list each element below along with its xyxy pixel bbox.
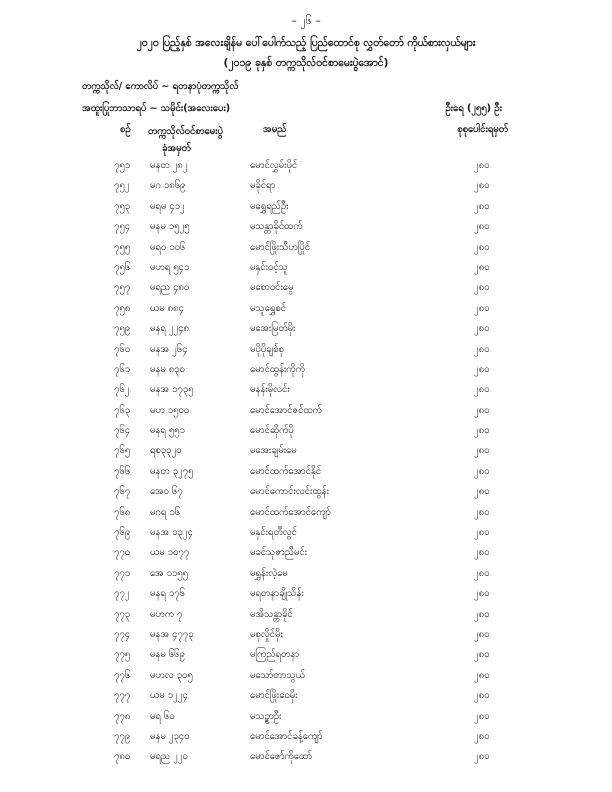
table-row — [0, 628, 612, 648]
header-exam-id — [148, 123, 223, 157]
row-name: မစုလှိုင်မိုး — [250, 628, 283, 640]
row-name: မခင်သုဇာညီမင်း — [250, 547, 308, 559]
row-exam-id: မရည ၄၈၀ — [150, 282, 190, 294]
row-number: ၇၆၀ — [114, 343, 131, 355]
subject-label: အထူးပြုဘာသာရပ် ~ သမိုင်း(အလေးပေး) — [82, 103, 231, 114]
row-number: ၇၇၈ — [114, 710, 131, 722]
page-subtitle: (၂၀၁၉ ခုနှစ် တက္ကသိုလ်ဝင်စာမေးပွဲအောင်) — [223, 57, 389, 69]
row-number: ၇၇၄ — [114, 628, 131, 640]
row-number: ၇၅၈ — [114, 302, 131, 314]
row-exam-id: မနမ ၈၃၀ — [150, 363, 185, 375]
header-exam-id-line2: ခုံအမှတ် — [162, 143, 191, 154]
row-votes: ၂၈၀ — [474, 221, 490, 233]
table-row — [0, 404, 612, 424]
table-row — [0, 322, 612, 342]
row-votes: ၂၈၀ — [474, 567, 490, 579]
row-votes: ၂၈၀ — [474, 241, 490, 253]
row-name: မောင်အောင်ခန့်ကျော် — [250, 730, 323, 742]
row-name: မအေးချမ်းမေ — [250, 445, 297, 457]
table-row — [0, 730, 612, 750]
row-number: ၇၅၁ — [114, 160, 131, 171]
row-name: မောင်ဖြိုးဝေမိုး — [250, 690, 298, 702]
row-name: မသဥ္စာဦး — [250, 710, 282, 722]
header-no: စဉ် — [120, 124, 131, 135]
row-number: ၇၅၄ — [114, 221, 131, 233]
row-votes: ၂၈၀ — [474, 363, 490, 375]
table-row — [0, 444, 612, 464]
row-name: မသန္တာခိုင်ထက် — [250, 221, 303, 233]
row-exam-id: ယမ ၁၂၂၄ — [150, 690, 188, 702]
row-exam-id: မဟရ ၅၄၁ — [150, 261, 190, 273]
table-row — [0, 383, 612, 403]
row-exam-id: မနရ ၅၅၁ — [150, 425, 185, 437]
row-name: မောင်ထက်အောင်ကျော် — [250, 506, 331, 518]
table-row — [0, 526, 612, 546]
row-votes: ၂၈၀ — [474, 608, 490, 620]
row-name: မောင်ဇော်ကိုထော် — [250, 751, 313, 763]
header-votes: စုစုပေါင်းရမှတ် — [457, 124, 508, 135]
row-exam-id: အေ၀ ၆၇ — [150, 486, 183, 498]
row-exam-id: မဟလ ၃၀၅ — [150, 669, 193, 681]
row-votes: ၂၈၀ — [474, 628, 490, 640]
table-row — [0, 220, 612, 240]
table-row — [0, 608, 612, 628]
header-exam-id-line1: တက္ကသိုလ်ဝင်စာမေးပွဲ — [148, 126, 223, 137]
table-row — [0, 343, 612, 363]
university-label: တက္ကသိုလ်/ ကောလိပ် ~ ရတနာပုံတက္ကသိုလ် — [82, 81, 239, 92]
table-row — [0, 200, 612, 220]
row-number: ၇၇၁ — [114, 567, 131, 579]
row-number: ၇၆၄ — [114, 425, 131, 437]
row-votes: ၂၈၀ — [474, 282, 490, 294]
row-name: မောင်အောင်ဇင်ထက် — [250, 404, 322, 416]
row-number: ၇၅၂ — [114, 180, 130, 192]
row-name: မသော်တာသွယ် — [250, 669, 305, 681]
cutoff-label: ဦးရေ (၂၅၅) ဦး — [445, 103, 502, 114]
row-name: မောင်ဆိုက်ပို — [250, 425, 294, 437]
row-name: မစောဝင်းမွေ — [250, 282, 294, 294]
table-row — [0, 546, 612, 566]
row-exam-id: မနအ ၁၃၂၄ — [150, 527, 193, 539]
row-number: ၇၇၀ — [114, 547, 131, 559]
table-row — [0, 241, 612, 261]
row-exam-id: မနအ ၄၇၇၃ — [150, 628, 194, 640]
row-number: ၇၆၇ — [114, 486, 131, 498]
row-exam-id: မရ၀ ၁၀၆ — [150, 241, 186, 253]
table-row — [0, 179, 612, 199]
row-votes: ၂၈၀ — [474, 261, 490, 273]
table-row — [0, 750, 612, 770]
row-name: မနှင်းဝင့်သူ — [250, 261, 288, 273]
table-row — [0, 587, 612, 607]
row-votes: ၂၈၀ — [474, 180, 490, 192]
row-number: ၇၅၆ — [114, 261, 131, 273]
table-row — [0, 567, 612, 587]
table-row — [0, 281, 612, 301]
row-exam-id: မဂရ ၁၆ — [150, 506, 181, 518]
table-row — [0, 465, 612, 485]
row-votes: ၂၈၀ — [474, 445, 490, 457]
row-votes: ၂၈၀ — [474, 751, 490, 763]
table-row — [0, 261, 612, 281]
row-exam-id: မနတ ၃၂၇၅ — [150, 465, 194, 477]
row-votes: ၂၈၀ — [474, 730, 490, 742]
row-name: မခိုင်ရာ — [250, 180, 276, 192]
row-votes: ၂၈၀ — [474, 404, 490, 416]
row-votes: ၂၈၀ — [474, 343, 490, 355]
row-name: မောင်ထွန်းကိုကို — [250, 363, 305, 375]
row-number: ၇၇၂ — [114, 588, 130, 600]
row-number: ၇၅၅ — [114, 241, 131, 253]
row-name: မရတနာချိုသိန်း — [250, 588, 304, 600]
row-name: မသူရွှေစင် — [250, 302, 287, 314]
row-votes: ၂၈၀ — [474, 649, 490, 661]
row-name: မအေးမြတ်မိုး — [250, 323, 296, 335]
table-row — [0, 302, 612, 322]
row-exam-id: မရမ ၄၁၂ — [150, 200, 185, 212]
row-votes: ၂၈၀ — [474, 547, 490, 559]
row-votes: ၂၈၀ — [474, 506, 490, 518]
row-exam-id: မနရ ၁၇၆ — [150, 588, 185, 600]
row-number: ၇၆၅ — [114, 445, 131, 457]
row-number: ၇၇၉ — [114, 730, 131, 742]
row-votes: ၂၈၀ — [474, 160, 490, 171]
table-row — [0, 363, 612, 383]
row-votes: ၂၈၀ — [474, 527, 490, 539]
row-number: ၇၈၀ — [114, 751, 131, 763]
row-exam-id: မဟက ၇ — [150, 608, 183, 620]
table-row — [0, 689, 612, 709]
row-number: ၇၆၈ — [114, 506, 131, 518]
row-exam-id: မနတ ၂၈၂ — [150, 160, 188, 171]
row-exam-id: မနအ ၂၆၄ — [150, 343, 188, 355]
row-name: မောင်ကောင်းလင်းထွန်း — [250, 486, 329, 498]
row-name: မောင်ထက်အောင်နိုင် — [250, 465, 322, 477]
row-number: ၇၅၇ — [114, 282, 131, 294]
row-name: မောင်ဖြိုးသီဟပြိုင် — [250, 241, 310, 253]
row-exam-id: မနမ ၁၅၂၅ — [150, 221, 190, 233]
row-number: ၇၇၅ — [114, 649, 131, 661]
row-exam-id: မနရ ၂၂၄၈ — [150, 323, 189, 335]
row-name: မနန်းမိုလင်း — [250, 384, 290, 396]
table-row — [0, 648, 612, 668]
row-number: ၇၇၃ — [114, 608, 131, 620]
row-name: မပိုပိုချစ်စု — [250, 343, 284, 355]
row-number: ၇၆၁ — [114, 363, 131, 375]
row-votes: ၂၈၀ — [474, 323, 490, 335]
row-name: မအိသန္တာခိုင် — [250, 608, 293, 620]
row-votes: ၂၈၀ — [474, 690, 490, 702]
row-votes: ၂၈၀ — [474, 588, 490, 600]
row-exam-id: အေ ၁၁၅၅ — [150, 567, 188, 579]
row-votes: ၂၈၀ — [474, 200, 490, 212]
row-votes: ၂၈၀ — [474, 465, 490, 477]
row-exam-id: ယမ ၈၈၄ — [150, 302, 184, 314]
row-number: ၇၇၇ — [114, 690, 131, 702]
row-number: ၇၆၂ — [114, 384, 130, 396]
row-name: မနှင်းရတီလွင် — [250, 527, 297, 539]
row-name: မရွှန်းလဲ့မေ — [250, 567, 288, 579]
row-number: ၇၆၉ — [114, 527, 131, 539]
row-exam-id: မရ ၆၀ — [150, 710, 175, 722]
table-row — [0, 159, 612, 179]
row-name: မကြည်ရတနာ — [250, 649, 300, 661]
row-votes: ၂၈၀ — [474, 425, 490, 437]
row-exam-id: မနအ ၁၇၃၅ — [150, 384, 194, 396]
table-row — [0, 424, 612, 444]
row-number: ၇၅၉ — [114, 323, 131, 335]
results-table — [0, 159, 612, 771]
row-votes: ၂၈၀ — [474, 710, 490, 722]
table-row — [0, 485, 612, 505]
row-exam-id: ရစ၃၃၂၀ — [150, 445, 182, 457]
row-exam-id: မရည ၂၂၀ — [150, 751, 188, 763]
row-number: ၇၆၆ — [114, 465, 131, 477]
row-exam-id: မဂ ၁၈၆၉ — [150, 180, 186, 192]
row-name: မရွှေရည်ဦး — [250, 200, 289, 212]
table-row — [0, 669, 612, 689]
row-number: ၇၆၃ — [114, 404, 131, 416]
page-title: ၂၀၂၀ ပြည့်နှစ် အလေးချိန်မ ပေါ်ပေါက်သည့် ပြည်ထောင်စု လွှတ်တော် ကိုယ်စားလှယ်များ — [136, 37, 476, 49]
table-row — [0, 710, 612, 730]
row-votes: ၂၈၀ — [474, 669, 490, 681]
header-name: အမည် — [263, 124, 287, 135]
table-row — [0, 506, 612, 526]
row-votes: ၂၈၀ — [474, 302, 490, 314]
page-number: – ၂၆ – — [291, 14, 321, 27]
row-votes: ၂၈၀ — [474, 384, 490, 396]
row-name: မောင်လွှမ်းပိုင် — [250, 160, 298, 171]
row-exam-id: ယမ ၁၀၇၇ — [150, 547, 190, 559]
row-number: ၇၅၃ — [114, 200, 131, 212]
row-exam-id: မနမ ၂၃၄၀ — [150, 730, 190, 742]
row-votes: ၂၈၀ — [474, 486, 490, 498]
row-exam-id: မဟ ၁၅၀၀ — [150, 404, 190, 416]
row-number: ၇၇၆ — [114, 669, 131, 681]
row-exam-id: မနမ ၆၆၉ — [150, 649, 185, 661]
